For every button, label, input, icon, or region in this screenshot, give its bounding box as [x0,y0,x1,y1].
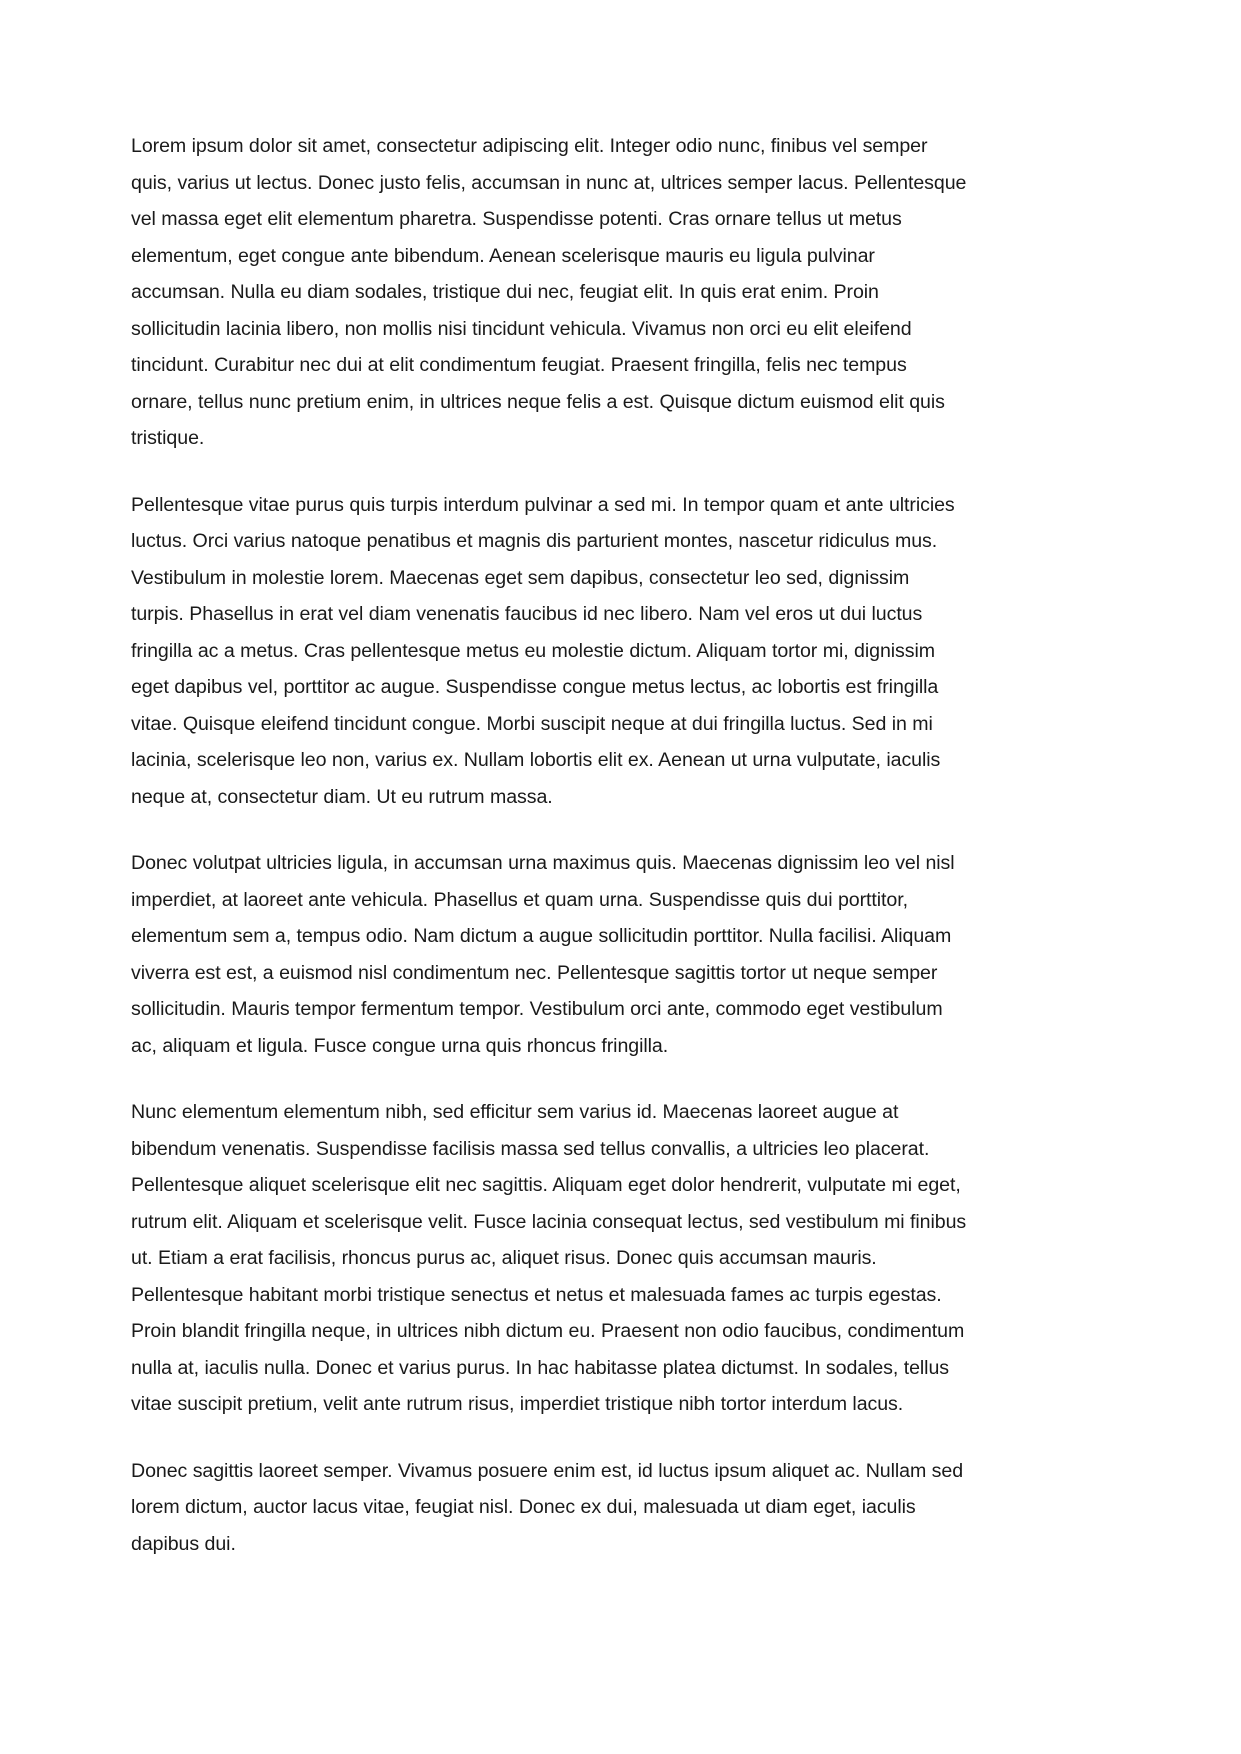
document-body [131,128,967,1562]
paragraph-1: Lorem ipsum dolor sit amet, consectetur adipiscing elit. Integer odio nunc, finibus vel semper quis, varius ut lectus. Donec justo felis, accumsan in nunc at, ultrices semper lacus. Pellentesque vel massa eget elit elementum pharetra. Suspendisse potenti. Cras ornare tellus ut metus elementum, eget congue ante bibendum. Aenean scelerisque mauris eu ligula pulvinar accumsan. Nulla eu diam sodales, tristique dui nec, feugiat elit. In quis erat enim. Proin sollicitudin lacinia libero, non mollis nisi tincidunt vehicula. Vivamus non orci eu elit eleifend tincidunt. Curabitur nec dui at elit condimentum feugiat. Praesent fringilla, felis nec tempus ornare, tellus nunc pretium enim, in ultrices neque felis a est. Quisque dictum euismod elit quis tristique. [131,135,967,449]
paragraph-2: Pellentesque vitae purus quis turpis interdum pulvinar a sed mi. In tempor quam et ante ultricies luctus. Orci varius natoque penatibus et magnis dis parturient montes, nascetur ridiculus mus. Vestibulum in molestie lorem. Maecenas eget sem dapibus, consectetur leo sed, dignissim turpis. Phasellus in erat vel diam venenatis faucibus id nec libero. Nam vel eros ut dui luctus fringilla ac a metus. Cras pellentesque metus eu molestie dictum. Aliquam tortor mi, dignissim eget dapibus vel, porttitor ac augue. Suspendisse congue metus lectus, ac lobortis est fringilla vitae. Quisque eleifend tincidunt congue. Morbi suscipit neque at dui fringilla luctus. Sed in mi lacinia, scelerisque leo non, varius ex. Nullam lobortis elit ex. Aenean ut urna vulputate, iaculis neque at, consectetur diam. Ut eu rutrum massa. [131,493,955,808]
paragraph-3: Donec volutpat ultricies ligula, in accumsan urna maximus quis. Maecenas dignissim leo vel nisl imperdiet, at laoreet ante vehicula. Phasellus et quam urna. Suspendisse quis dui porttitor, elementum sem a, tempus odio. Nam dictum a augue sollicitudin porttitor. Nulla facilisi. Aliquam viverra est est, a euismod nisl condimentum nec. Pellentesque sagittis tortor ut neque semper sollicitudin. Mauris tempor fermentum tempor. Vestibulum orci ante, commodo eget vestibulum ac, aliquam et ligula. Fusce congue urna quis rhoncus fringilla. [131,852,955,1057]
paragraph-4: Nunc elementum elementum nibh, sed efficitur sem varius id. Maecenas laoreet augue at bibendum venenatis. Suspendisse facilisis massa sed tellus convallis, a ultricies leo placerat. Pellentesque aliquet scelerisque elit nec sagittis. Aliquam eget dolor hendrerit, vulputate mi eget, rutrum elit. Aliquam et scelerisque velit. Fusce lacinia consequat lectus, sed vestibulum mi finibus ut. Etiam a erat facilisis, rhoncus purus ac, aliquet risus. Donec quis accumsan mauris. Pellentesque habitant morbi tristique senectus et netus et malesuada fames ac turpis egestas. Proin blandit fringilla neque, in ultrices nibh dictum eu. Praesent non odio faucibus, condimentum nulla at, iaculis nulla. Donec et varius purus. In hac habitasse platea dictumst. In sodales, tellus vitae suscipit pretium, velit ante rutrum risus, imperdiet tristique nibh tortor interdum lacus. [131,1101,967,1415]
paragraph-5: Donec sagittis laoreet semper. Vivamus posuere enim est, id luctus ipsum aliquet ac. Nullam sed lorem dictum, auctor lacus vitae, feugiat nisl. Donec ex dui, malesuada ut diam eget, iaculis dapibus dui. [131,1459,964,1555]
